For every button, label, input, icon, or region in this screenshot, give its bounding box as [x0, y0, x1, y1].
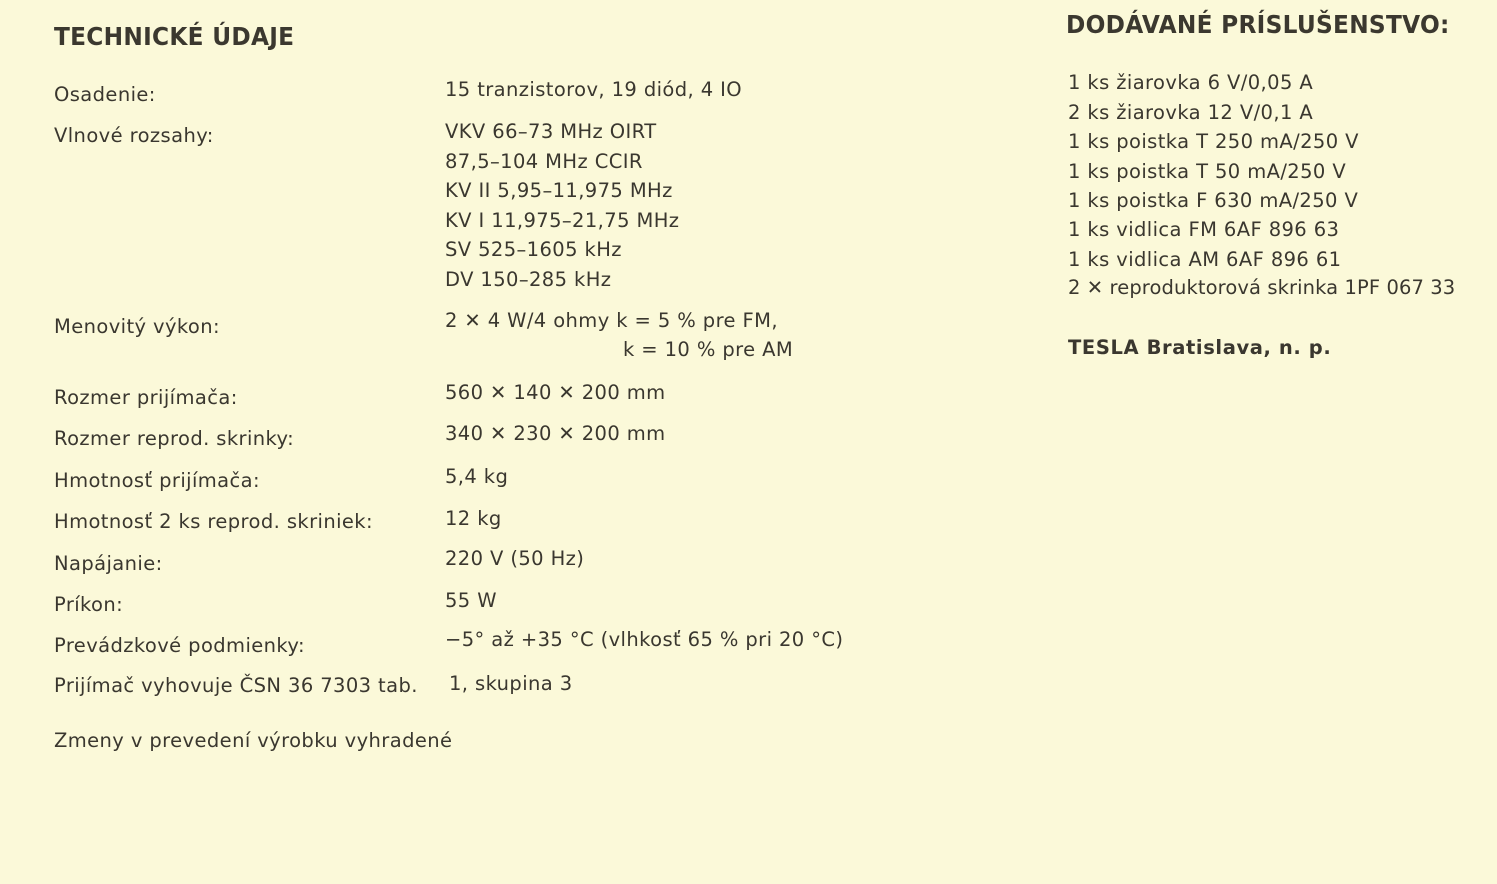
spec-value-hmotnost-prijimaca: 5,4 kg [445, 465, 509, 488]
spec-value-vykon-fm: 2 ✕ 4 W/4 ohmy k = 5 % pre FM, [445, 309, 778, 332]
spec-label-napajanie: Napájanie: [54, 552, 163, 575]
accessory-item: 1 ks poistka F 630 mA/250 V [1068, 189, 1359, 212]
accessory-item: 1 ks vidlica AM 6AF 896 61 [1068, 248, 1342, 271]
spec-label-prikon: Príkon: [54, 593, 124, 616]
spec-value-rozsahy-4: KV I 11,975–21,75 MHz [445, 209, 680, 232]
spec-label-rozsahy: Vlnové rozsahy: [54, 124, 214, 147]
spec-value-prikon: 55 W [445, 589, 497, 612]
spec-value-hmotnost-skriniek: 12 kg [445, 507, 502, 530]
manufacturer-name: TESLA Bratislava, n. p. [1068, 336, 1332, 359]
accessory-item: 1 ks poistka T 50 mA/250 V [1068, 160, 1347, 183]
technical-data-heading: TECHNICKÉ ÚDAJE [54, 22, 295, 51]
spec-label-rozmer-reprod: Rozmer reprod. skrinky: [54, 427, 295, 450]
spec-label-podmienky: Prevádzkové podmienky: [54, 634, 305, 657]
spec-label-rozmer-prijimaca: Rozmer prijímača: [54, 386, 238, 409]
spec-value-rozsahy-2: 87,5–104 MHz CCIR [445, 150, 643, 173]
accessory-item: 1 ks vidlica FM 6AF 896 63 [1068, 218, 1340, 241]
spec-value-rozmer-reprod: 340 ✕ 230 ✕ 200 mm [445, 422, 666, 445]
footnote: Zmeny v prevedení výrobku vyhradené [54, 729, 453, 752]
spec-label-hmotnost-prijimaca: Hmotnosť prijímača: [54, 469, 260, 492]
spec-value-rozsahy-6: DV 150–285 kHz [445, 268, 612, 291]
spec-value-rozmer-prijimaca: 560 ✕ 140 ✕ 200 mm [445, 381, 666, 404]
accessory-item: 2 ✕ reproduktorová skrinka 1PF 067 33 [1068, 276, 1456, 299]
accessory-item: 1 ks poistka T 250 mA/250 V [1068, 130, 1359, 153]
accessory-item: 1 ks žiarovka 6 V/0,05 A [1068, 71, 1314, 94]
spec-label-hmotnost-skriniek: Hmotnosť 2 ks reprod. skriniek: [54, 510, 373, 533]
spec-value-rozsahy-5: SV 525–1605 kHz [445, 238, 622, 261]
accessories-heading: DODÁVANÉ PRÍSLUŠENSTVO: [1066, 10, 1450, 39]
spec-label-vykon: Menovitý výkon: [54, 315, 220, 338]
spec-value-napajanie: 220 V (50 Hz) [445, 547, 585, 570]
accessory-item: 2 ks žiarovka 12 V/0,1 A [1068, 101, 1314, 124]
spec-value-rozsahy-3: KV II 5,95–11,975 MHz [445, 179, 673, 202]
spec-label-csn: Prijímač vyhovuje ČSN 36 7303 tab. [54, 674, 418, 697]
spec-value-rozsahy-1: VKV 66–73 MHz OIRT [445, 120, 657, 143]
spec-value-csn: 1, skupina 3 [449, 672, 573, 695]
spec-value-osadenie: 15 tranzistorov, 19 diód, 4 IO [445, 78, 743, 101]
spec-value-vykon-am: k = 10 % pre AM [623, 338, 794, 361]
spec-label-osadenie: Osadenie: [54, 83, 156, 106]
spec-value-podmienky: −5° až +35 °C (vlhkosť 65 % pri 20 °C) [445, 628, 844, 651]
